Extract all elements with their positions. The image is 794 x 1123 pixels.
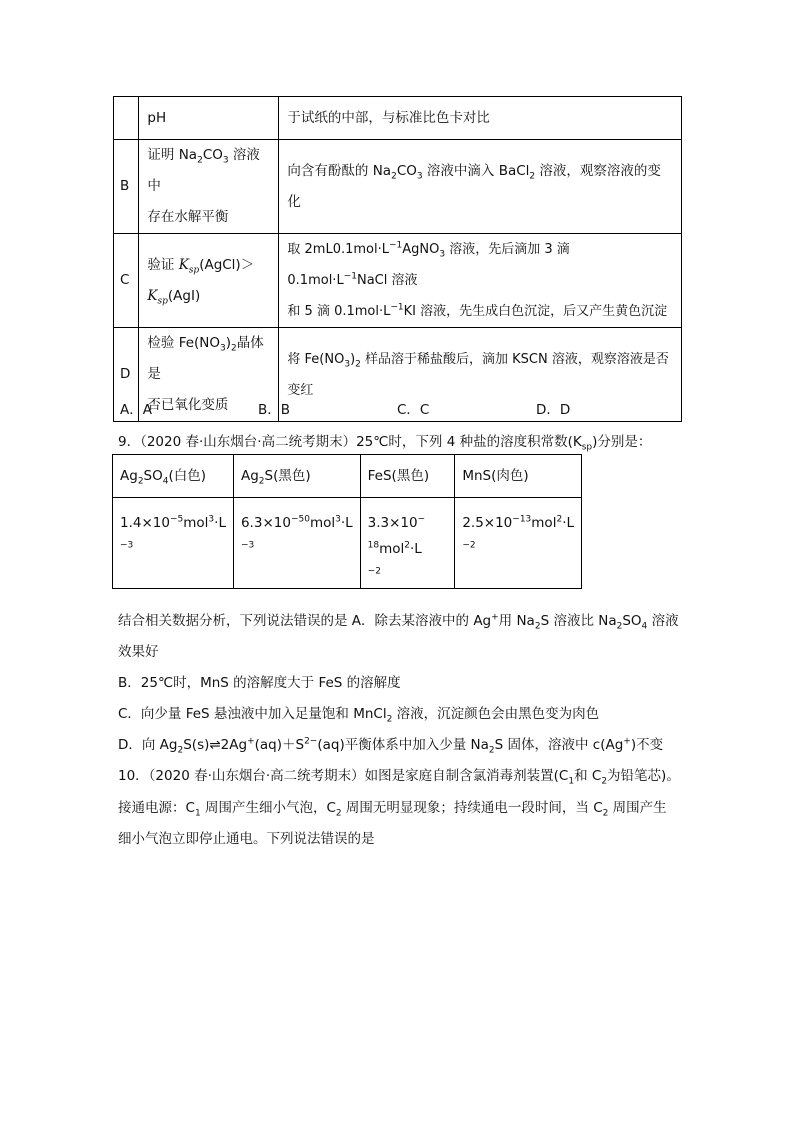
method-cell: 于试纸的中部，与标准比色卡对比 <box>279 97 682 140</box>
value-cell: $6.3\times 10^{-50}mol^3\cdot L$ $^{-3}$ <box>233 498 360 589</box>
option-d: D．D <box>536 402 571 418</box>
q10-stem-line2: 接通电源：$C_1$ 周围产生细小气泡，$C_2$ 周围无明显现象；持续通电一段时间，当 $C_2$ 周围产生 <box>118 800 667 819</box>
header-ag2s: $Ag_2S$(黑色) <box>233 455 360 498</box>
row-letter: B <box>114 140 139 234</box>
option-b: B．B <box>258 402 291 418</box>
q9-stem: 9．（2020 春·山东烟台·高二统考期末）25℃时，下列 4 种盐的溶度积常数$(K_{sp})$分别是： <box>118 434 652 453</box>
method-cell: 将 $Fe(NO_3)_2$ 样品溶于稀盐酸后，滴加 KSCN 溶液，观察溶液是否 变红 <box>279 328 682 422</box>
method-cell: 向含有酚酞的 $Na_2CO_3$ 溶液中滴入 BaCl$_2$ 溶液，观察溶液的变化 <box>279 140 682 234</box>
ksp-table <box>112 454 582 589</box>
q9-question-line2: 效果好 <box>118 644 159 660</box>
q9-option-c: C．向少量 FeS 悬浊液中加入足量饱和 MnCl$_2$ 溶液，沉淀颜色会由黑色变为肉色 <box>118 706 600 725</box>
method-cell: 取 $2mL0.1mol\cdot L^{-1}AgNO_3$ 溶液，先后滴加 3 滴 $0.1mol\cdot L^{-1}NaCl$ 溶液 和 5 滴 $0.1mol\cdot L^{-1}KI$ 溶液，先生成白色沉淀，后又产生黄色沉淀 <box>279 234 682 328</box>
table-row <box>113 455 582 498</box>
row-letter <box>114 97 139 140</box>
purpose-cell: 验证 $K_{sp}(AgCl)>$ $K_{sp}(AgI)$ <box>139 234 279 328</box>
table-row <box>114 140 682 234</box>
experiment-table <box>113 96 682 422</box>
row-letter: D <box>114 328 139 422</box>
table-row <box>113 498 582 589</box>
q9-option-b: B．25℃时，MnS 的溶解度大于 FeS 的溶解度 <box>118 675 401 691</box>
table-row <box>114 234 682 328</box>
header-ag2so4: $Ag_2SO_4$(白色) <box>113 455 234 498</box>
table-row <box>114 97 682 140</box>
purpose-cell: 检验 $Fe(NO_3)_2$晶体是 否已氧化变质 <box>139 328 279 422</box>
q10-stem-line3: 细小气泡立即停止通电。下列说法错误的是 <box>118 831 375 847</box>
value-cell: $1.4\times 10^{-5}mol^3\cdot L$ $^{-3}$ <box>113 498 234 589</box>
purpose-cell: pH <box>139 97 279 140</box>
row-letter: C <box>114 234 139 328</box>
option-a: A．A <box>120 402 152 418</box>
header-fes: FeS(黑色) <box>360 455 455 498</box>
value-cell: $2.5\times 10^{-13}mol^2\cdot L$ $^{-2}$ <box>455 498 582 589</box>
header-mns: MnS(肉色) <box>455 455 582 498</box>
option-c: C．C <box>397 402 430 418</box>
q9-option-d: D．向 $Ag_2S(s)\rightleftharpoons 2Ag^+(aq)+S^{2-}(aq)$平衡体系中加入少量 $Na_2S$ 固体，溶液中 c(Ag+)不变 <box>118 736 664 756</box>
q10-stem-line1: 10．（2020 春·山东烟台·高二统考期末）如图是家庭自制含氯消毒剂装置($C_1$和 $C_2$为铅笔芯)。 <box>118 768 680 787</box>
q9-question-line1: 结合相关数据分析，下列说法错误的是 A．除去某溶液中的 Ag+用 $Na_2S$ 溶液比 $Na_2SO_4$ 溶液 <box>118 612 679 632</box>
value-cell: $3.3\times 10^{- 18}mol^2\cdot L$ $^{-2}$ <box>360 498 455 589</box>
q8-options <box>120 398 680 418</box>
purpose-cell: 证明 $Na_2CO_3$ 溶液中 存在水解平衡 <box>139 140 279 234</box>
